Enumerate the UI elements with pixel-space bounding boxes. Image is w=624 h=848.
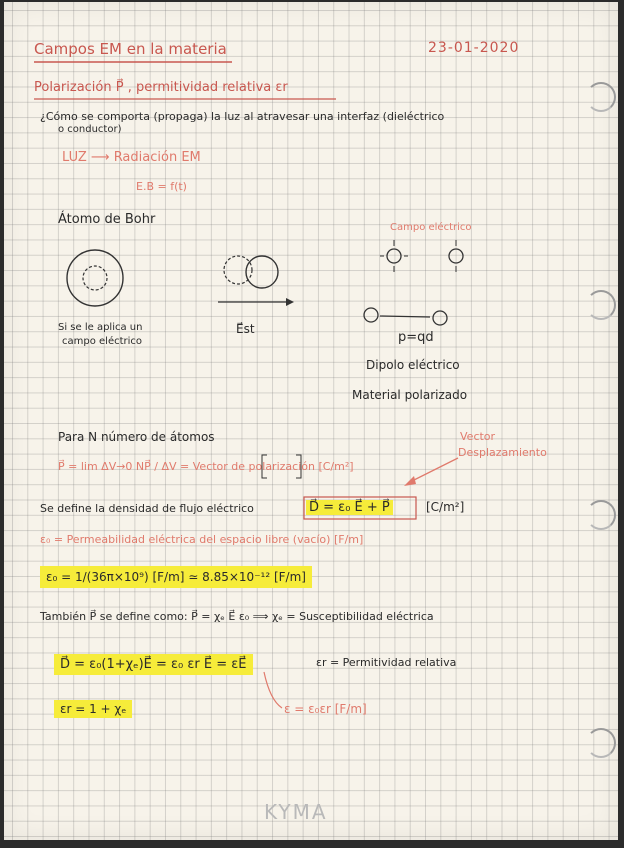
subtitle-polarizacion: Polarización P⃗ , permitividad relativa εr bbox=[34, 80, 288, 95]
eb-function: E.B = f(t) bbox=[136, 180, 187, 193]
epsr-value: εr = 1 + χₑ bbox=[54, 700, 132, 718]
dipole-icon bbox=[364, 308, 447, 325]
material-label: Material polarizado bbox=[352, 388, 468, 402]
d-field-equation: D⃗ = ε₀ E⃗ + P⃗ bbox=[306, 500, 393, 515]
vector-label-1: Vector bbox=[460, 430, 496, 443]
polarized-atom-icon bbox=[218, 256, 294, 306]
aplica-line-2: campo eléctrico bbox=[62, 336, 143, 347]
tambien-line: También P⃗ se define como: P⃗ = χₑ E⃗ ε₀ ⟹ χₑ = Susceptibilidad eléctrica bbox=[40, 610, 434, 623]
kyma-logo: KYMA bbox=[264, 800, 328, 824]
densidad-text: Se define la densidad de flujo eléctrico bbox=[40, 502, 254, 515]
pqd-label: p=qd bbox=[398, 330, 434, 345]
campo-electrico-label: Campo eléctrico bbox=[390, 222, 472, 233]
vector-label-2: Desplazamiento bbox=[458, 446, 547, 459]
bohr-atom-icon bbox=[67, 250, 123, 306]
question-line-2: o conductor) bbox=[58, 124, 122, 135]
charges-icon bbox=[380, 240, 463, 272]
bohr-heading: Átomo de Bohr bbox=[58, 212, 156, 227]
luz-radiacion: LUZ ⟶ Radiación EM bbox=[62, 150, 201, 165]
eps0-definition: ε₀ = Permeabilidad eléctrica del espacio libre (vacío) [F/m] bbox=[40, 533, 364, 546]
page-title: Campos EM en la materia bbox=[34, 40, 227, 58]
question-line-1: ¿Cómo se comporta (propaga) la luz al atravesar una interfaz (dieléctrico bbox=[40, 110, 445, 123]
d-units: [C/m²] bbox=[426, 500, 465, 514]
eps-final: ε = ε₀εr [F/m] bbox=[284, 702, 367, 716]
page-date: 23-01-2020 bbox=[428, 40, 520, 56]
e-st-label: E⃗st bbox=[236, 322, 255, 336]
dipolo-label: Dipolo eléctrico bbox=[366, 358, 460, 372]
aplica-line-1: Si se le aplica un bbox=[58, 322, 143, 333]
epsr-definition: εr = Permitividad relativa bbox=[316, 656, 457, 669]
polarization-definition: P⃗ = lim ΔV→0 NP⃗ / ΔV = Vector de polarización [C/m²] bbox=[58, 460, 354, 473]
d-full-equation: D⃗ = ε₀(1+χₑ)E⃗ = ε₀ εr E⃗ = εE⃗ bbox=[54, 654, 253, 675]
para-atomos: Para N número de átomos bbox=[58, 430, 215, 444]
eps0-value: ε₀ = 1/(36π×10⁹) [F/m] ≃ 8.85×10⁻¹² [F/m] bbox=[40, 566, 312, 588]
